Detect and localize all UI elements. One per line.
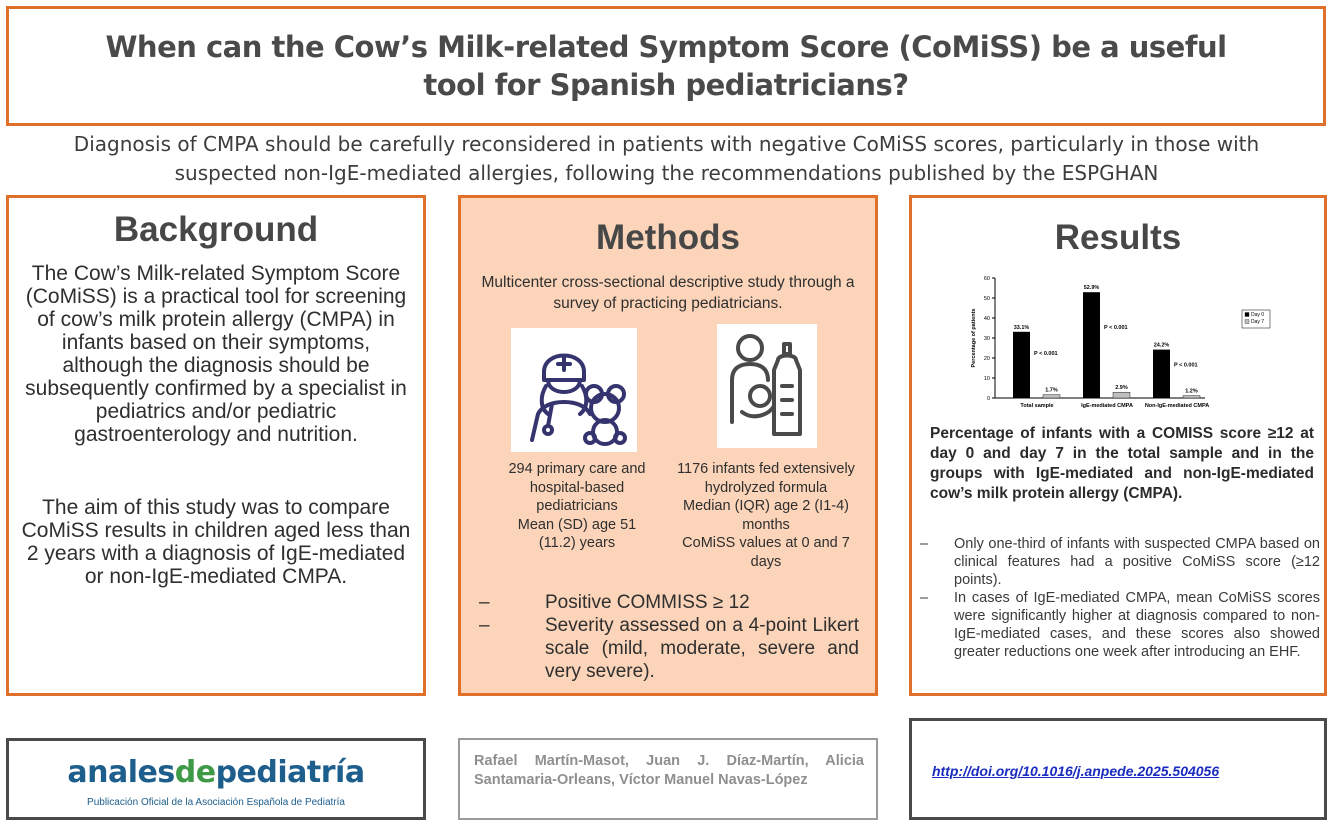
results-bullets bbox=[920, 535, 1320, 661]
summary-line: CoMiSS values at 0 and 7 bbox=[682, 535, 850, 551]
summary-line: hospital-based bbox=[529, 479, 625, 496]
bar bbox=[1083, 292, 1100, 398]
summary-line: months bbox=[742, 516, 790, 533]
results-panel bbox=[909, 195, 1327, 696]
y-tick-label: 30 bbox=[983, 336, 990, 342]
summary-line: Median (IQR) age 2 (I1-4) bbox=[682, 498, 849, 514]
x-tick-label: Total sample bbox=[1020, 403, 1054, 409]
background-panel bbox=[6, 195, 426, 696]
list-item: – In cases of IgE-mediated CMPA, mean CoMiSS scores were significantly higher at diagnosis compared to non-IgE-mediated cases, and these scores also showed greater reductions one week after introducing an EHF. bbox=[920, 590, 1320, 660]
results-chart bbox=[967, 268, 1272, 423]
summary-line: (11.2) years bbox=[538, 535, 616, 551]
data-label: 52.9% bbox=[1083, 285, 1100, 292]
y-axis-label: Percentage of patients bbox=[971, 308, 977, 368]
pediatricians-summary bbox=[477, 460, 677, 553]
bar bbox=[1153, 350, 1170, 398]
y-tick-label: 0 bbox=[986, 396, 990, 402]
logo-wordmark: analesdepediatría bbox=[67, 755, 365, 790]
methods-columns bbox=[461, 314, 875, 584]
data-label: 1.2% bbox=[1185, 388, 1198, 395]
journal-logo bbox=[6, 738, 426, 820]
background-title: Background bbox=[113, 210, 319, 249]
summary-line: Mean (SD) age 51 bbox=[517, 516, 637, 533]
doi-link[interactable]: http://doi.org/10.1016/j.anpede.2025.504056 bbox=[932, 763, 1220, 779]
bar bbox=[1113, 392, 1130, 398]
bar-chart bbox=[967, 268, 1272, 423]
y-tick-label: 60 bbox=[983, 276, 990, 282]
page-title: When can the Cow’s Milk-related Symptom Score (CoMiSS) be a useful tool for Spanish pediatricians? bbox=[105, 30, 1227, 102]
data-label: 2.9% bbox=[1115, 385, 1128, 392]
bar bbox=[1013, 332, 1030, 398]
p-value-annotation: P < 0.001 bbox=[1034, 350, 1058, 357]
y-tick-label: 10 bbox=[983, 376, 990, 382]
results-title: Results bbox=[1054, 218, 1182, 257]
background-paragraph-1: The Cow’s Milk-related Symptom Score (CoMiSS) is a practical tool for screening of cow’s milk protein allergy (CMPA) in infants based on their symptoms, although the diagnosis should be subsequently confirmed by a specialist in pediatrics and/or pediatric gastroenterology and nutrition. bbox=[25, 262, 407, 446]
authors-box bbox=[458, 738, 878, 820]
subtitle: Diagnosis of CMPA should be carefully reconsidered in patients with negative CoMiSS scores, particularly in those with suspected non-IgE-mediated allergies, following the recommendations published by the ESPGHAN bbox=[73, 132, 1260, 185]
doi-box bbox=[909, 718, 1327, 820]
data-label: 33.1% bbox=[1013, 324, 1030, 331]
methods-title: Methods bbox=[596, 218, 740, 257]
methods-panel bbox=[458, 195, 878, 696]
legend-swatch bbox=[1245, 313, 1249, 317]
p-value-annotation: P < 0.001 bbox=[1174, 362, 1198, 369]
list-item: – Positive COMMISS ≥ 12 bbox=[479, 592, 750, 613]
legend-swatch bbox=[1245, 320, 1249, 324]
summary-line: 294 primary care and bbox=[508, 461, 646, 477]
y-tick-label: 20 bbox=[983, 356, 990, 362]
list-item: – Severity assessed on a 4-point Likert scale (mild, moderate, severe and very severe). bbox=[479, 615, 859, 682]
list-item: – Only one-third of infants with suspected CMPA based on clinical features had a positive CoMiSS score (≥12 points). bbox=[920, 536, 1320, 588]
mother-with-baby-bottle-icon bbox=[717, 324, 817, 448]
data-label: 24.2% bbox=[1153, 342, 1170, 349]
x-tick-label: IgE-mediated CMPA bbox=[1081, 403, 1133, 409]
summary-line: 1176 infants fed extensively bbox=[677, 461, 855, 477]
chart-caption: Percentage of infants with a COMISS score ≥12 at day 0 and day 7 in the total sample and in the groups with IgE-mediated and non-IgE-mediated cow’s milk protein allergy (CMPA). bbox=[930, 425, 1314, 502]
title-box bbox=[6, 6, 1326, 126]
infants-summary bbox=[657, 460, 875, 571]
summary-line: hydrolyzed formula bbox=[704, 479, 828, 496]
methods-intro: Multicenter cross-sectional descriptive study through a survey of practicing pediatricians. bbox=[481, 274, 855, 312]
legend-label: Day 7 bbox=[1251, 319, 1265, 325]
p-value-annotation: P < 0.001 bbox=[1104, 325, 1128, 332]
data-label: 1.7% bbox=[1045, 387, 1058, 394]
background-paragraph-2: The aim of this study was to compare CoMiSS results in children aged less than 2 years with a diagnosis of IgE-mediated or non-IgE-mediated CMPA. bbox=[21, 496, 411, 588]
bar bbox=[1043, 395, 1060, 398]
y-tick-label: 50 bbox=[983, 296, 990, 302]
authors: Rafael Martín-Masot, Juan J. Díaz-Martín, Alicia Santamaria-Orleans, Víctor Manuel Navas-López bbox=[474, 753, 864, 788]
methods-bullets bbox=[479, 591, 859, 683]
bar bbox=[1183, 396, 1200, 398]
y-tick-label: 40 bbox=[983, 316, 990, 322]
x-tick-label: Non-IgE-mediated CMPA bbox=[1144, 403, 1210, 409]
logo-subtitle: Publicación Oficial de la Asociación Española de Pediatría bbox=[87, 797, 345, 808]
legend-label: Day 0 bbox=[1251, 312, 1265, 318]
summary-line: pediatricians bbox=[536, 498, 618, 514]
doctor-with-teddy-icon bbox=[511, 328, 637, 452]
summary-line: days bbox=[750, 553, 782, 570]
